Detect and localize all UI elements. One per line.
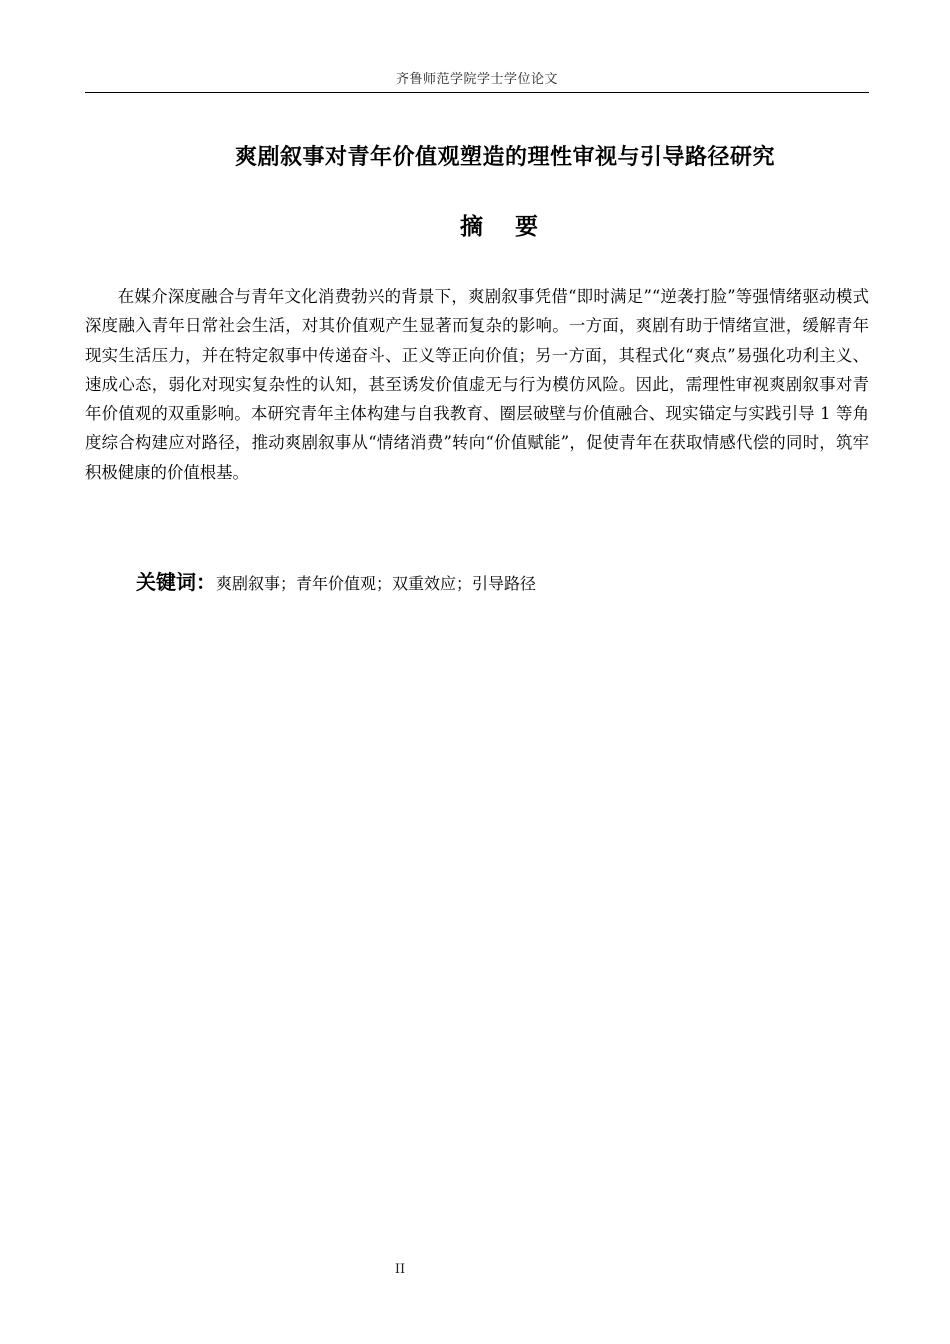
keywords-label: 关键词： xyxy=(136,570,216,594)
keywords-text: 爽剧叙事；青年价值观；双重效应；引导路径 xyxy=(216,574,537,593)
abstract-body: 在媒介深度融合与青年文化消费勃兴的背景下，爽剧叙事凭借“即时满足”“逆袭打脸”等强情绪驱动模式深度融入青年日常社会生活，对其价值观产生显著而复杂的影响。一方面，爽剧有助于情绪宣泄，缓解青年现实生活压力，并在特定叙事中传递奋斗、正义等正向价值；另一方面，其程式化“爽点”易强化功利主义、速成心态，弱化对现实复杂性的认知，甚至诱发价值虚无与行为模仿风险。因此，需理性审视爽剧叙事对青年价值观的双重影响。本研究青年主体构建与自我教育、圈层破壁与价值融合、现实锚定与实践引导 1 等角度综合构建应对路径，推动爽剧叙事从“情绪消费”转向“价值赋能”，促使青年在获取情感代偿的同时，筑牢积极健康的价值根基。 xyxy=(85,287,869,482)
header-rule xyxy=(85,92,869,93)
abstract-heading: 摘 要 xyxy=(459,214,550,240)
page-number: II xyxy=(394,1262,406,1277)
keywords-line xyxy=(136,568,856,598)
running-header: 齐鲁师范学院学士学位论文 xyxy=(395,72,558,87)
document-title: 爽剧叙事对青年价值观塑造的理性审视与引导路径研究 xyxy=(234,145,775,170)
